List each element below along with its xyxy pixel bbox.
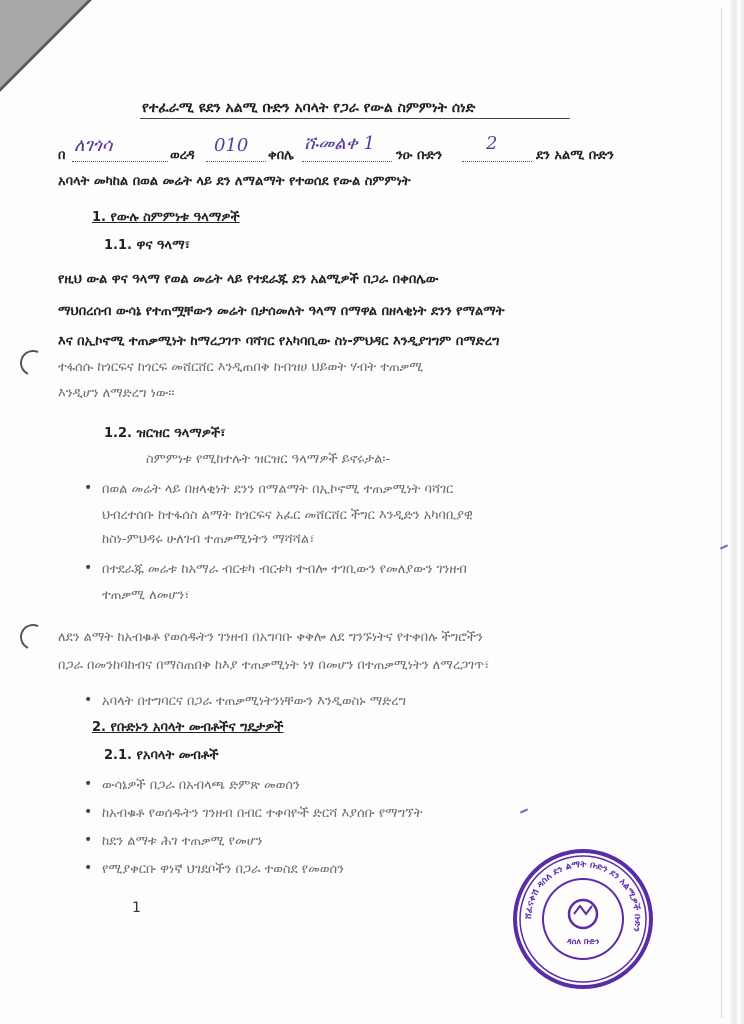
page-edge xyxy=(730,0,744,1024)
document-title: የተፈራሚ ዩደን አልሚ ቡድን አባላት የጋራ የውል ስምምነት ሰነድ xyxy=(142,100,476,116)
bullet-dot: • xyxy=(84,832,93,848)
section-1-heading: 1. የውሉ ስምምነቱ ዓላማዎች xyxy=(92,210,240,225)
stamp-emblem-mark xyxy=(574,906,592,914)
section-1-1-heading: 1.1. ዋና ዓላማ፣ xyxy=(104,238,190,253)
page-edge-line xyxy=(721,8,722,1018)
fill-line xyxy=(302,160,392,162)
official-stamp xyxy=(512,848,654,990)
section-2-heading: 2. የቡድኑን አባላት መብቶችና ግዴታዎች xyxy=(92,720,284,735)
intro-subgroup-label: ንዑ ቡድን xyxy=(396,148,443,163)
intro-woreda-label: ወረዳ xyxy=(170,148,195,163)
paragraph-line: የዚህ ውል ዋና ዓላማ የወል መሬት ላይ የተደራጁ ደን አልሚዎች በጋራ በቀበሌው xyxy=(58,272,439,287)
paragraph-line: ማህበረሰብ ውሳኔ የተጠሟቸውን መሬት በታሰመለት ዓላማ በማዋል በዘላቂነት ደንን የማልማት xyxy=(58,304,505,319)
bullet-line: አባላት በተግባርና በጋራ ተጠቃሚነትንነቸውን እንዲወስኑ ማድረግ xyxy=(102,694,407,709)
stamp-outer-ring xyxy=(515,851,651,987)
bullet-line: ውሳኔዎች በጋራ በአብላጫ ድምጽ መወሰን xyxy=(102,778,300,793)
paragraph-line: ተፋሰሱ ከጎርፍና ከጎርፍ መሸርሸር እንዲጠበቅ ከብዝሀ ህይወት ሃብት ተጠቃሚ xyxy=(58,360,424,375)
title-underline xyxy=(140,118,570,119)
section-1-2-intro: ስምምነቱ የሚከተሉት ዝርዝር ዓላማዎች ይኖሩታል፡- xyxy=(146,452,391,467)
bullet-dot: • xyxy=(84,480,93,496)
paragraph-line: ለደን ልማት ከአብቁቶ የወሰዱትን ገንዘብ በአግባቡ ቀቅሎ ለደ ግንኙነትና የተቀበሉ ችግሮችን xyxy=(58,630,483,645)
stamp-center-ring xyxy=(543,879,623,959)
intro-kebele-label: ቀበሌ xyxy=(268,148,294,163)
bullet-line: ከስነ-ምህዳሩ ሁለገብ ተጠቃሚነትን ማሻሻል፣ xyxy=(102,532,315,547)
fill-line xyxy=(72,160,168,162)
bullet-dot: • xyxy=(84,560,93,576)
bullet-line: ከአብቁቶ የወሰዱትን ገንዘብ በብር ተቀባዮች ድርሻ እያሰቡ የማግኘት xyxy=(102,806,423,821)
bullet-line: ህብረተሰቡ ከተፋሰስ ልማት ከጎርፍና አፈር መሸርሸር ችግር እንዲድን አካባቢያዊ xyxy=(102,508,473,523)
bullet-dot: • xyxy=(84,692,93,708)
stamp-inner-text: ዳሰለ ቡድን xyxy=(566,937,600,946)
intro-prefix: በ xyxy=(58,148,66,163)
fill-line xyxy=(462,160,532,162)
handwritten-group-number: 2 xyxy=(486,133,498,154)
page-number: 1 xyxy=(132,900,141,916)
handwritten-kebele-number: 010 xyxy=(214,135,249,156)
bullet-line: ከደን ልማቱ ሕገ ተጠቃሚ የመሆን xyxy=(102,834,263,849)
bullet-line: በወል መሬት ላይ በዘላቂነት ደንን በማልማት በኢኮኖሚ ተጠቃሚነት ባሻገር xyxy=(102,482,454,497)
section-1-2-heading: 1.2. ዝርዝር ዓላማዎች፣ xyxy=(104,426,226,441)
bullet-line: በተደራጁ መሬቱ ከአማራ ብርቱካ ብርቱካ ተብሎ ተገቢውን የመለያውን ገንዘብ xyxy=(102,562,467,577)
bullet-line: የሚያቀርቡ ዋነኛ ህገደቦችን በጋራ ተወስደ የመወሰን xyxy=(102,862,344,877)
handwritten-place: ሹመልቀ 1 xyxy=(304,133,375,154)
stamp-ring-text: ሸፈናቀሽ ዳሰለ ደን ልማት ቡድን ደን አልሚዎች ቡድን xyxy=(523,859,643,933)
paragraph-line: እና በኢኮኖሚ ተጠቃሚነት ከማረጋገጥ ባሻገር የአካባቢው ስነ-ምህዳር እንዲያገግም በማድረግ xyxy=(58,334,500,349)
stamp-emblem xyxy=(569,900,597,928)
bullet-dot: • xyxy=(84,804,93,820)
section-2-1-heading: 2.1. የአባላት መብቶች xyxy=(104,748,219,763)
bullet-dot: • xyxy=(84,776,93,792)
bullet-dot: • xyxy=(84,860,93,876)
intro-suffix: ደን አልሚ ቡድን xyxy=(536,148,614,163)
handwritten-woreda: ለገጎሳ xyxy=(74,135,113,156)
bullet-line: ተጠቃሚ ለመሆን፣ xyxy=(102,588,190,603)
fill-line xyxy=(206,160,266,162)
paragraph-line: እንዲሆን ለማድረግ ነው፡፡ xyxy=(58,386,175,401)
stamp-inner-ring xyxy=(520,856,646,982)
folded-corner-shade xyxy=(0,0,88,88)
paragraph-line: በጋራ በመንከባከብና በማስጠበቅ ከእያ ተጠቃሚነት ነፃ በመሆን በተጠቃሚነትን ለማረጋገጥ፣ xyxy=(58,658,490,673)
intro-line-2: አባላት መካከል በወል መሬት ላይ ደን ለማልማት የተወሰደ የውል ስምምነት xyxy=(58,174,411,189)
